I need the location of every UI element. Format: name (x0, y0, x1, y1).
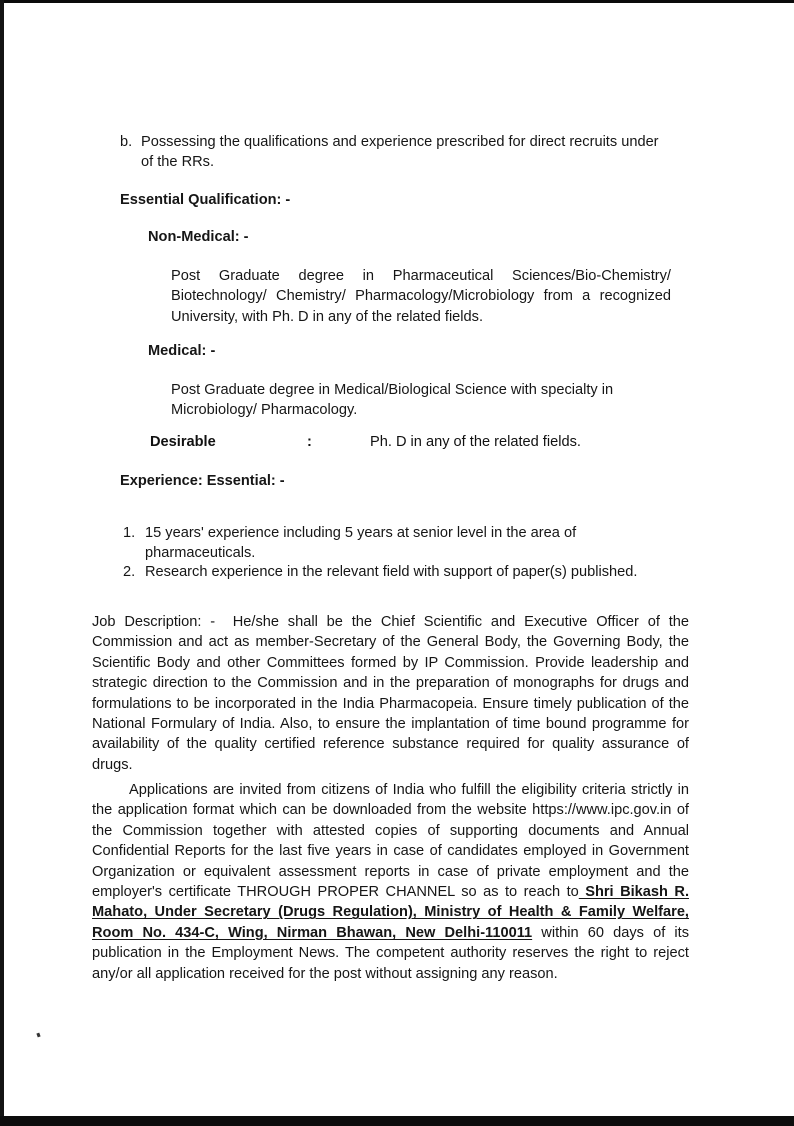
experience-item-1-text: 15 years' experience including 5 years at senior level in the area of pharmaceuticals. (145, 525, 577, 562)
experience-item-1-marker: 1. (123, 525, 136, 541)
experience-item-2-marker: 2. (123, 564, 136, 580)
clause-b-text: Possessing the qualifications and experience prescribed for direct recruits under of the RRs. (141, 134, 659, 171)
job-description-body: He/she shall be the Chief Scientific and Executive Officer of the Commission and act as member-Secretary of the General Body, the Governing Body, the Scientific Body and other Committees formed by IP Commission. Provide leadership and strategic direction to the Commission and in the preparation of monographs for drugs and formulations to be incorporated in the India Pharmacopeia. Ensure timely publication of the National Formulary of India. Also, to ensure the implantation of time bound programme for availability of the quality certified reference substance required for quality assurance of drugs. (92, 614, 690, 773)
medical-heading: Medical: - (148, 343, 216, 359)
application-paragraph-part-1: Applications are invited from citizens of India who fulfill the eligibility criteria strictly in the application format which can be downloaded from the website https://www.ipc.gov.in of the Commission together with attested copies of supporting documents and Annual Confidential Reports for the last five years in case of candidates employed in Government Organization or equivalent assessment reports in case of private employment and the employer's certificate THROUGH PROPER CHANNEL so as to reach to (92, 782, 689, 901)
experience-item-2-text: Research experience in the relevant field with support of paper(s) published. (145, 564, 638, 580)
scan-edge-left (0, 0, 4, 1126)
application-paragraph-part-2: within 60 days of its publication in the Employment News. The competent authority reserves the right to reject any/or all application received for the post without assigning any reason. (92, 924, 689, 982)
scan-edge-top (0, 0, 794, 3)
non-medical-body: Post Graduate degree in Pharmaceutical Sciences/Bio-Chemistry/ Biotechnology/ Chemistry/ Pharmacology/Microbiology from a recognized University, with Ph. D in any of the related fields. (171, 268, 671, 325)
scan-speck (36, 1033, 40, 1038)
clause-b-marker: b. (120, 134, 133, 150)
desirable-separator: : (307, 434, 312, 450)
experience-heading: Experience: Essential: - (120, 473, 285, 489)
desirable-value: Ph. D in any of the related fields. (370, 434, 581, 450)
application-paragraph (92, 780, 689, 984)
medical-body: Post Graduate degree in Medical/Biological Science with specialty in Microbiology/ Pharmacology. (171, 382, 614, 419)
essential-qualification-heading: Essential Qualification: - (120, 192, 291, 208)
application-address-underlined: Shri Bikash R. Mahato, Under Secretary (Drugs Regulation), Ministry of Health & Family Welfare, Room No. 434-C, Wing, Nirman Bhawan, New Delhi-110011 (92, 884, 689, 941)
non-medical-heading: Non-Medical: - (148, 229, 249, 245)
scan-edge-bottom (0, 1116, 794, 1126)
desirable-label: Desirable (150, 434, 216, 450)
job-description-label: Job Description: - (92, 614, 216, 630)
job-description-paragraph (92, 612, 689, 775)
